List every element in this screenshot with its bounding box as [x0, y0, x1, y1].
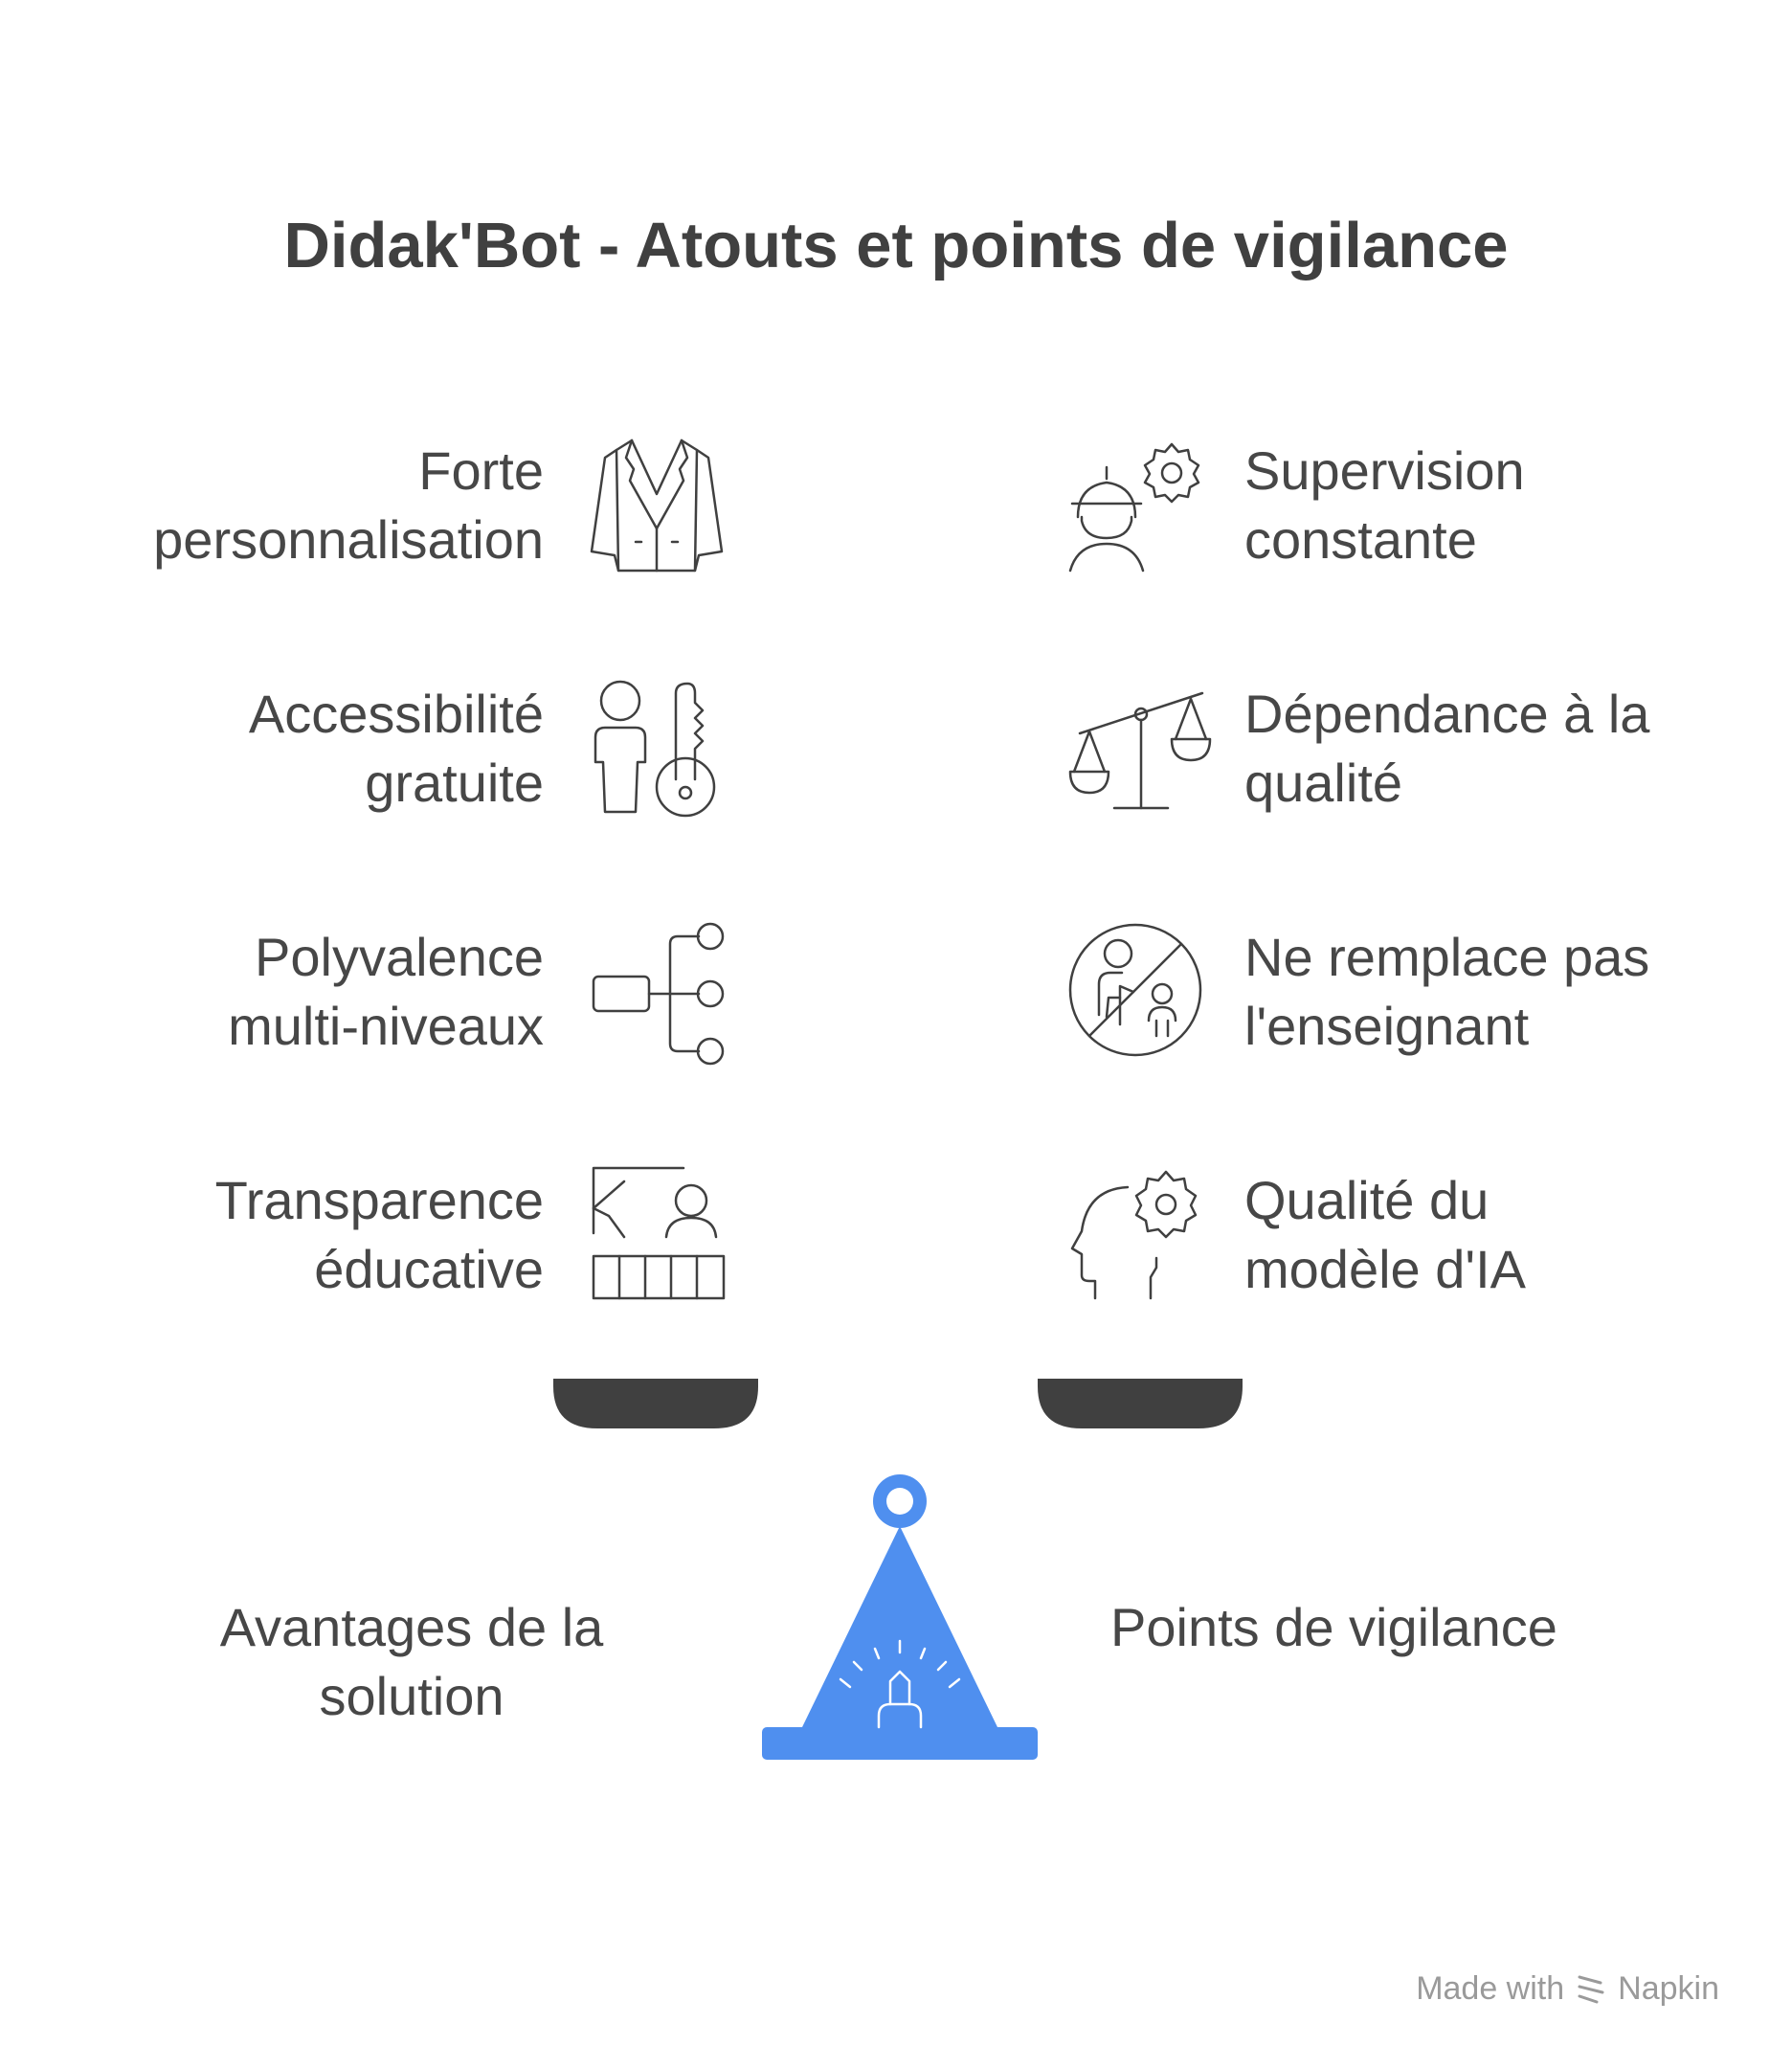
fulcrum-triangle	[802, 1526, 997, 1727]
vigilance-label-ai-model-quality: Qualité du modèle d'IA	[1244, 1170, 1526, 1299]
napkin-logo-icon	[1576, 1973, 1606, 2006]
made-with-napkin[interactable]	[1416, 1970, 1719, 2008]
advantage-label-versatility: Polyvalence multi-niveaux	[228, 927, 544, 1056]
footer-brand: Napkin	[1618, 1970, 1719, 2007]
head-gear-icon	[1066, 1164, 1204, 1302]
vigilance-scale-label: Points de vigilance	[1110, 1597, 1557, 1657]
footer-prefix: Made with	[1416, 1970, 1565, 2007]
advantage-label-accessibility: Accessibilité gratuite	[248, 684, 544, 813]
right-pan-shape	[1038, 1379, 1243, 1428]
balance-scale-icon	[1066, 680, 1204, 818]
vigilance-label-supervision: Supervision constante	[1244, 440, 1525, 570]
fulcrum-pivot-hole	[886, 1488, 913, 1515]
no-teacher-icon	[1066, 921, 1204, 1059]
right-scale-pan	[1038, 1379, 1243, 1433]
teacher-board-icon	[588, 1164, 726, 1302]
vigilance-label-dependency: Dépendance à la qualité	[1244, 684, 1650, 813]
worker-gear-icon	[1066, 437, 1204, 574]
person-key-icon	[588, 680, 726, 818]
advantage-label-transparency: Transparence éducative	[214, 1170, 544, 1299]
left-scale-pan	[553, 1379, 758, 1433]
vigilance-label-not-replace-teacher: Ne remplace pas l'enseignant	[1244, 927, 1650, 1056]
page-title: Didak'Bot - Atouts et points de vigilance	[283, 210, 1509, 281]
hierarchy-icon	[588, 921, 726, 1059]
blazer-icon	[588, 437, 726, 574]
advantage-label-personalisation: Forte personnalisation	[153, 440, 544, 570]
advantages-scale-label: Avantages de la solution	[219, 1597, 604, 1726]
left-pan-shape	[553, 1379, 758, 1428]
fulcrum-base	[762, 1727, 1038, 1760]
scale-fulcrum	[756, 1465, 1043, 1767]
